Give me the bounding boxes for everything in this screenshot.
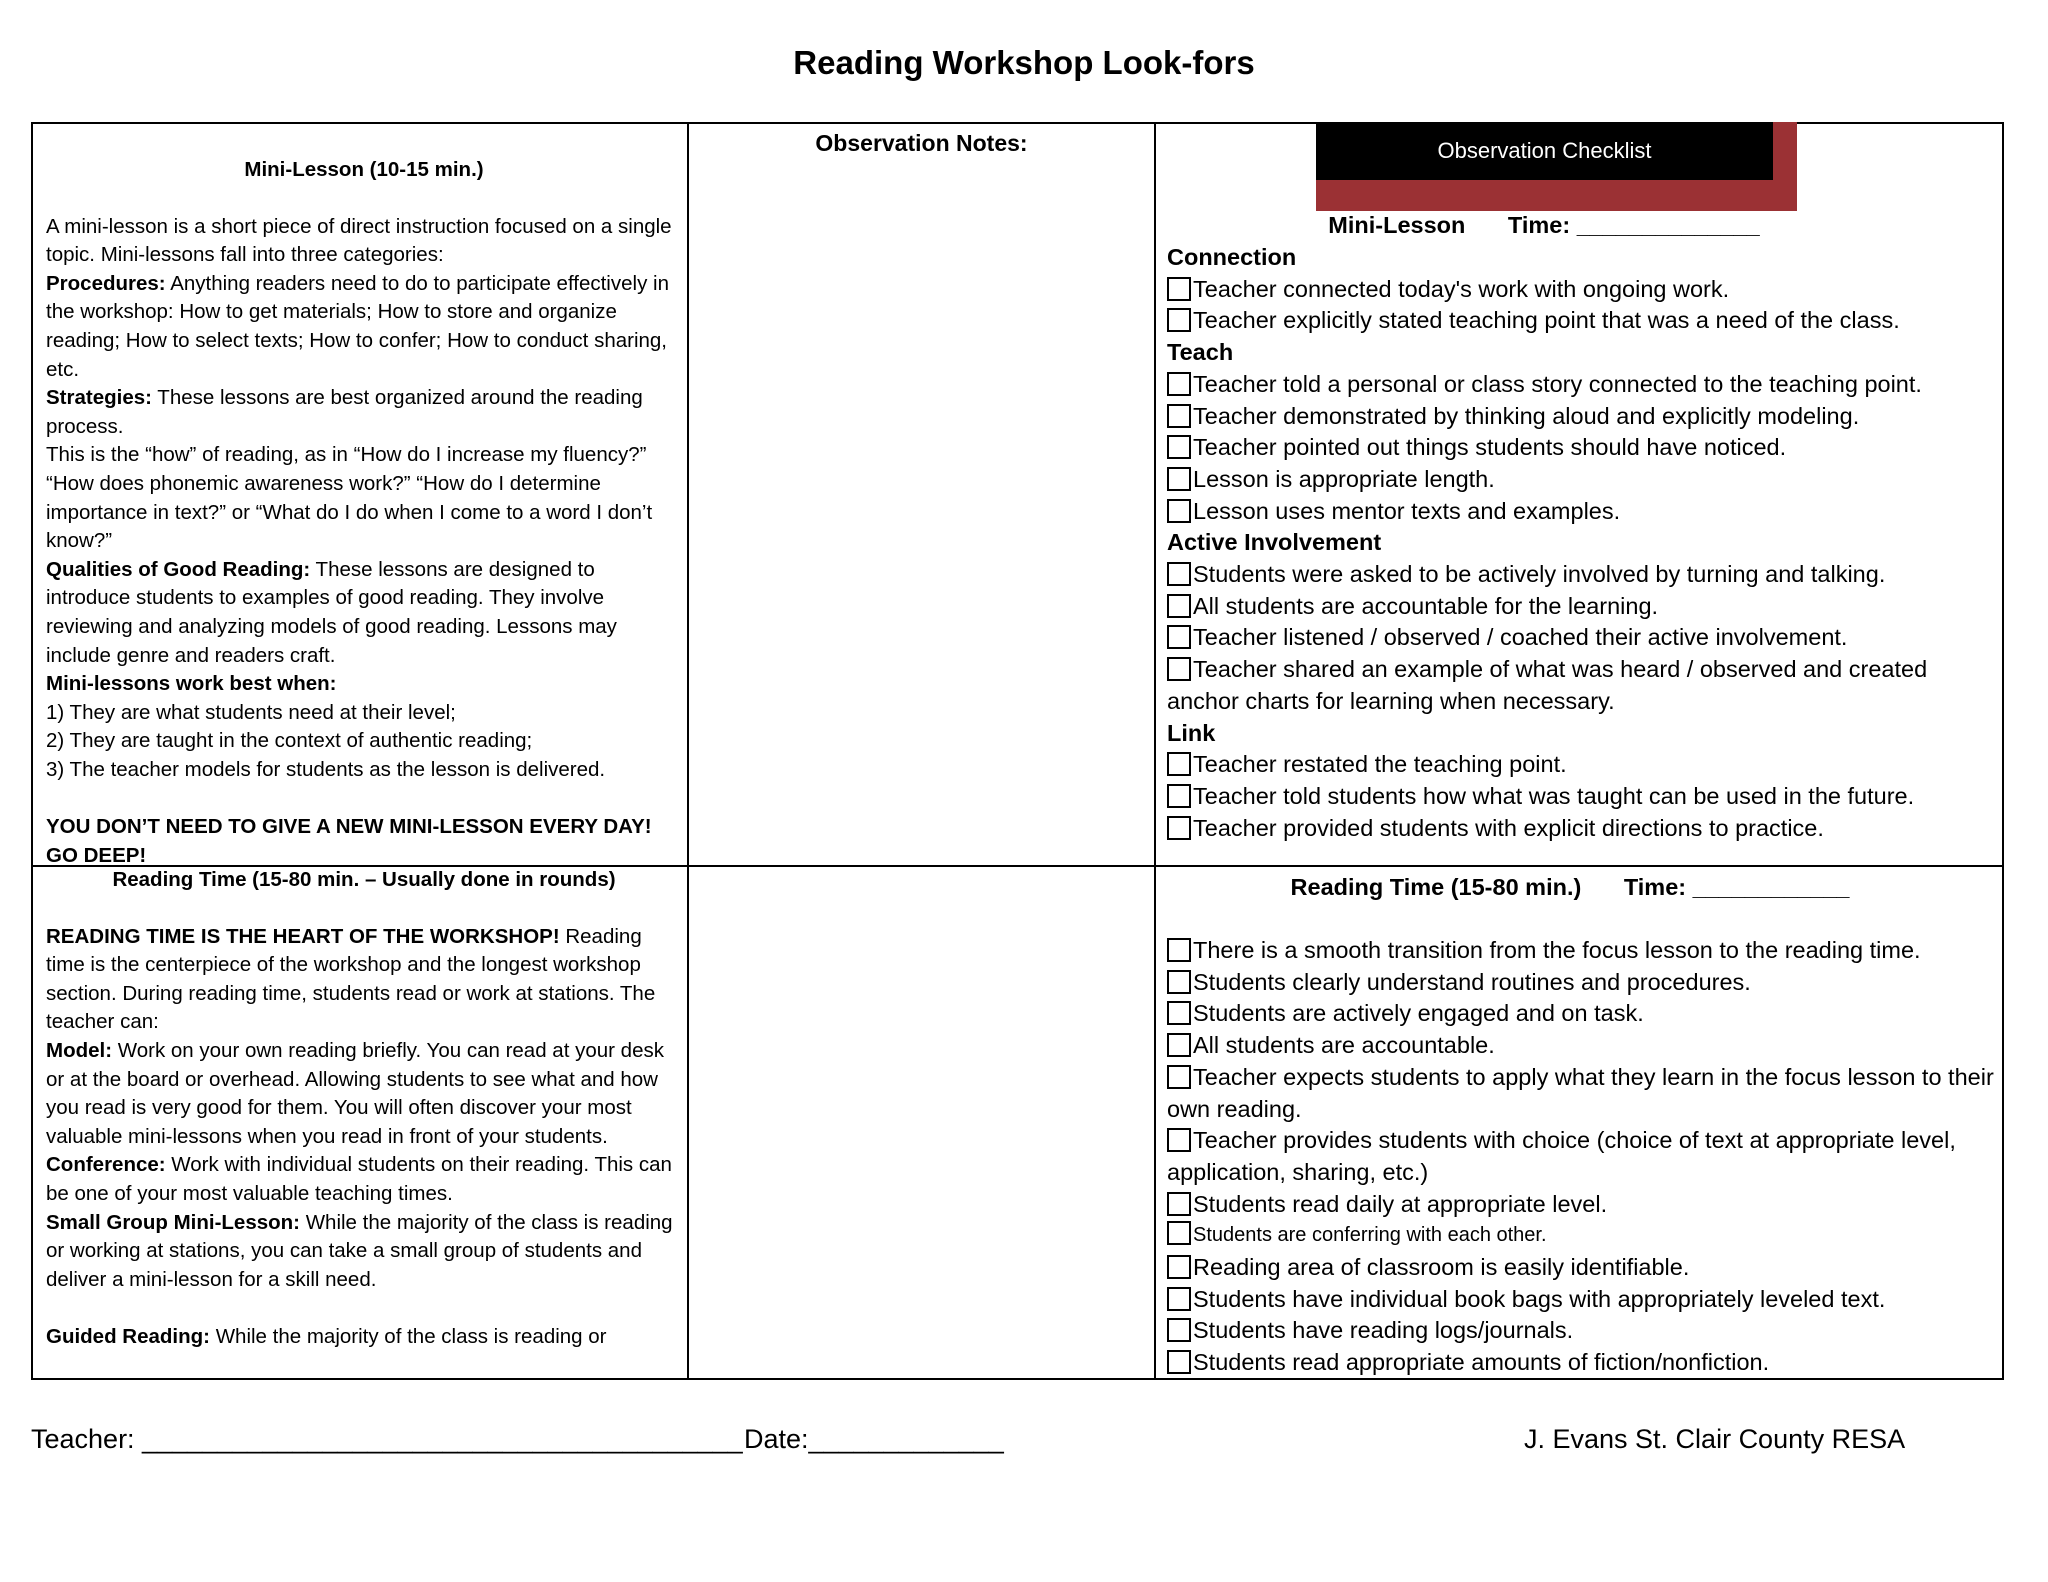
checklist-item[interactable]: Teacher demonstrated by thinking aloud and explicitly modeling. xyxy=(1167,401,1997,433)
small-group-paragraph: Small Group Mini-Lesson: While the majority of the class is reading or working at stations, you can take a small group of students and deliver a mini-lesson for a skill need. xyxy=(46,1210,673,1291)
reading-time-row xyxy=(1156,874,2004,901)
checklist-item[interactable]: Reading area of classroom is easily identifiable. xyxy=(1167,1252,1997,1284)
checkbox[interactable] xyxy=(1167,1350,1191,1374)
mini-lesson-intro: A mini-lesson is a short piece of direct instruction focused on a single topic. Mini-lessons fall into three categories: xyxy=(46,214,672,267)
checklist-item[interactable]: Teacher listened / observed / coached their active involvement. xyxy=(1167,622,1997,654)
best-when-item: 1) They are what students need at their level; xyxy=(46,700,456,724)
checkbox[interactable] xyxy=(1167,308,1191,332)
checklist-item[interactable]: All students are accountable for the learning. xyxy=(1167,591,1997,623)
column-divider xyxy=(687,124,689,1378)
conference-paragraph: Conference: Work with individual students on their reading. This can be one of your most valuable teaching times. xyxy=(46,1153,672,1205)
model-paragraph: Model: Work on your own reading briefly. You can read at your desk or at the board or overhead. Allowing students to see what and how you read is very good for them. You will often discover your most valuable mini-lessons when you read in front of your students. xyxy=(46,1038,664,1148)
best-when-item: 3) The teacher models for students as the lesson is delivered. xyxy=(46,757,606,781)
observation-checklist-tab: Observation Checklist xyxy=(1316,122,1773,180)
look-fors-table xyxy=(31,122,2004,1380)
checkbox[interactable] xyxy=(1167,1192,1191,1216)
checkbox[interactable] xyxy=(1167,594,1191,618)
checkbox[interactable] xyxy=(1167,562,1191,586)
checkbox[interactable] xyxy=(1167,625,1191,649)
strategies-paragraph: Strategies: These lessons are best organized around the reading process. xyxy=(46,386,643,438)
checklist-item[interactable]: Lesson is appropriate length. xyxy=(1167,464,1997,496)
checkbox[interactable] xyxy=(1167,499,1191,523)
section-connection: Connection xyxy=(1167,244,1297,270)
mini-lesson-checklist xyxy=(1167,242,1997,862)
checklist-item[interactable]: Students have individual book bags with appropriately leveled text. xyxy=(1167,1284,1997,1316)
heart-paragraph: READING TIME IS THE HEART OF THE WORKSHOP! Reading time is the centerpiece of the workshop and the longest workshop section. During reading time, students read or work at stations. The teacher can: xyxy=(46,924,656,1034)
checklist-item[interactable]: Teacher provided students with explicit directions to practice. xyxy=(1167,813,1997,845)
page-title: Reading Workshop Look-fors xyxy=(793,44,1255,81)
observation-notes-area[interactable] xyxy=(693,870,1149,1376)
observation-notes-heading: Observation Notes: xyxy=(815,130,1028,156)
how-paragraph: This is the “how” of reading, as in “How do I increase my fluency?” “How does phonemic awareness work?” “How do I determine importance in text?” or “What do I do when I come to a word I don’t know?” xyxy=(46,443,653,553)
checkbox[interactable] xyxy=(1167,784,1191,808)
reading-time-description xyxy=(46,866,682,1380)
section-link: Link xyxy=(1167,719,1216,746)
checklist-item[interactable]: Teacher shared an example of what was heard / observed and created anchor charts for learning when necessary. xyxy=(1167,656,1928,714)
checklist-item[interactable]: Students are actively engaged and on task. xyxy=(1167,998,1997,1030)
checkbox[interactable] xyxy=(1167,1318,1191,1342)
reading-time-checklist xyxy=(1167,935,1997,1375)
checkbox[interactable] xyxy=(1167,657,1191,681)
credit-text: J. Evans St. Clair County RESA xyxy=(1524,1424,1906,1454)
checklist-item[interactable]: There is a smooth transition from the focus lesson to the reading time. xyxy=(1167,935,1997,967)
checklist-item[interactable]: Students read appropriate amounts of fiction/nonfiction. xyxy=(1167,1347,1997,1375)
checklist-item[interactable]: Teacher told a personal or class story connected to the teaching point. xyxy=(1167,369,1997,401)
checkbox[interactable] xyxy=(1167,1221,1191,1245)
checkbox[interactable] xyxy=(1167,277,1191,301)
qualities-paragraph: Qualities of Good Reading: These lessons are designed to introduce students to examples of good reading. They involve reviewing and analyzing models of good reading. Lessons may include genre and readers craft. xyxy=(46,557,617,667)
observation-notes-area[interactable] xyxy=(693,164,1149,860)
checklist-item[interactable]: Students are conferring with each other. xyxy=(1167,1220,1997,1252)
mini-lesson-heading: Mini-Lesson (10-15 min.) xyxy=(244,158,484,181)
best-when-label: Mini-lessons work best when: xyxy=(46,672,337,696)
mini-lesson-label: Mini-Lesson xyxy=(1328,212,1466,238)
checklist-tab-shadow xyxy=(1316,180,1797,211)
checkbox[interactable] xyxy=(1167,1033,1191,1057)
checklist-item[interactable]: All students are accountable. xyxy=(1167,1030,1997,1062)
checkbox[interactable] xyxy=(1167,752,1191,776)
checkbox[interactable] xyxy=(1167,970,1191,994)
mini-lesson-time-row xyxy=(1156,212,2004,239)
date-field[interactable]: Date:_____________ xyxy=(744,1424,1004,1454)
checklist-tab-shadow xyxy=(1773,122,1797,180)
checklist-item[interactable]: Teacher provides students with choice (choice of text at appropriate level, application, sharing, etc.) xyxy=(1167,1127,1956,1185)
checklist-item[interactable]: Lesson uses mentor texts and examples. xyxy=(1167,496,1997,528)
go-deep-note: YOU DON’T NEED TO GIVE A NEW MINI-LESSON EVERY DAY! GO DEEP! xyxy=(46,815,652,864)
column-divider xyxy=(1154,124,1156,1378)
checklist-item[interactable]: Students have reading logs/journals. xyxy=(1167,1315,1997,1347)
checklist-item[interactable]: Teacher restated the teaching point. xyxy=(1167,749,1997,781)
checklist-item[interactable]: Teacher expects students to apply what they learn in the focus lesson to their own reading. xyxy=(1167,1063,1994,1122)
checkbox[interactable] xyxy=(1167,938,1191,962)
reading-time-label: Reading Time (15-80 min.) xyxy=(1290,874,1582,900)
checklist-item[interactable]: Teacher told students how what was taught can be used in the future. xyxy=(1167,781,1997,813)
checklist-item[interactable]: Students clearly understand routines and procedures. xyxy=(1167,967,1997,999)
checkbox[interactable] xyxy=(1167,372,1191,396)
checkbox[interactable] xyxy=(1167,467,1191,491)
checkbox[interactable] xyxy=(1167,1128,1191,1152)
mini-lesson-description xyxy=(46,156,682,864)
checkbox[interactable] xyxy=(1167,1255,1191,1279)
teacher-field[interactable]: Teacher: ________________________________________ xyxy=(31,1424,743,1454)
checkbox[interactable] xyxy=(1167,1287,1191,1311)
checklist-item[interactable]: Teacher pointed out things students should have noticed. xyxy=(1167,432,1997,464)
checklist-item[interactable]: Students were asked to be actively involved by turning and talking. xyxy=(1167,559,1997,591)
guided-paragraph: Guided Reading: While the majority of the class is reading or xyxy=(46,1324,607,1348)
procedures-paragraph: Procedures: Anything readers need to do to participate effectively in the workshop: How to get materials; How to store and organize reading; How to select texts; How to confer; How to conduct sharing, etc. xyxy=(46,271,669,381)
checklist-item[interactable]: Students read daily at appropriate level. xyxy=(1167,1189,1997,1221)
checkbox[interactable] xyxy=(1167,816,1191,840)
mini-lesson-time-field[interactable]: Time: ______________ xyxy=(1507,212,1760,238)
checkbox[interactable] xyxy=(1167,1001,1191,1025)
checkbox[interactable] xyxy=(1167,404,1191,428)
checklist-item[interactable]: Teacher connected today's work with ongoing work. xyxy=(1167,274,1997,306)
section-active-involvement: Active Involvement xyxy=(1167,529,1382,556)
best-when-item: 2) They are taught in the context of authentic reading; xyxy=(46,729,533,753)
section-teach: Teach xyxy=(1167,339,1234,366)
checkbox[interactable] xyxy=(1167,1065,1191,1089)
reading-time-heading: Reading Time (15-80 min. – Usually done in rounds) xyxy=(112,868,616,891)
reading-time-field[interactable]: Time: ____________ xyxy=(1623,874,1850,900)
checkbox[interactable] xyxy=(1167,435,1191,459)
checklist-item[interactable]: Teacher explicitly stated teaching point that was a need of the class. xyxy=(1167,305,1997,337)
